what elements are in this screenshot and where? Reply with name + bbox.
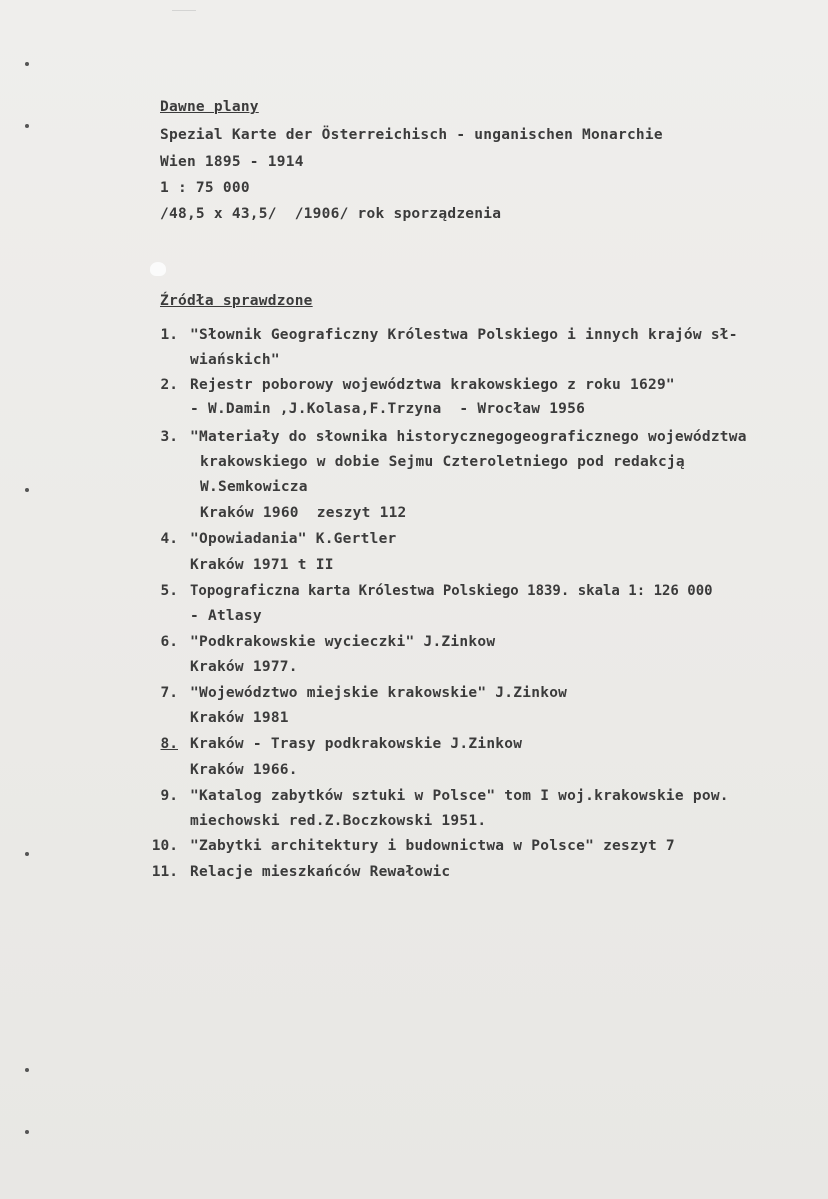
- text-line: 1 : 75 000: [160, 180, 250, 196]
- list-item-line: "Katalog zabytków sztuki w Polsce" tom I woj.krakowskie pow.: [190, 788, 729, 804]
- list-item-number: 2.: [160, 377, 178, 393]
- text-line: Spezial Karte der Österreichisch - unganischen Monarchie: [160, 127, 663, 143]
- smudge-mark: [172, 10, 196, 29]
- text-line: /48,5 x 43,5/ /1906/ rok sporządzenia: [160, 206, 502, 222]
- list-item-line: "Województwo miejskie krakowskie" J.Zinkow: [190, 685, 568, 701]
- list-item-number: 1.: [160, 327, 178, 343]
- list-item-line: wiańskich": [190, 352, 280, 368]
- list-item-number: 6.: [160, 634, 178, 650]
- punch-hole-dot: [25, 124, 29, 128]
- list-item-line: krakowskiego w dobie Sejmu Czteroletniego pod redakcją: [200, 454, 685, 470]
- punch-hole-dot: [25, 1068, 29, 1072]
- list-item-line: Kraków 1966.: [190, 762, 298, 778]
- list-item-line: Kraków 1960 zeszyt 112: [200, 505, 407, 521]
- punch-hole-dot: [25, 488, 29, 492]
- section-heading-sources: Źródła sprawdzone: [160, 293, 313, 309]
- list-item-line: Rejestr poborowy województwa krakowskiego z roku 1629": [190, 377, 675, 393]
- list-item-line: "Podkrakowskie wycieczki" J.Zinkow: [190, 634, 496, 650]
- text-line: Wien 1895 - 1914: [160, 154, 304, 170]
- list-item-number: 9.: [160, 788, 178, 804]
- list-item-number: 5.: [160, 583, 178, 599]
- list-item-number: 3.: [160, 429, 178, 445]
- list-item-line: Kraków - Trasy podkrakowskie J.Zinkow: [190, 736, 523, 752]
- list-item-number: 11.: [151, 864, 178, 880]
- list-item-line: Kraków 1981: [190, 710, 289, 726]
- punch-hole-dot: [25, 852, 29, 856]
- list-item-line: "Materiały do słownika historycznegogeograficznego województwa: [190, 429, 747, 445]
- list-item-line: "Opowiadania" K.Gertler: [190, 531, 397, 547]
- list-item-line: Relacje mieszkańców Rewałowic: [190, 864, 451, 880]
- list-item-line: - W.Damin ,J.Kolasa,F.Trzyna - Wrocław 1956: [190, 401, 586, 417]
- punch-hole-dot: [25, 1130, 29, 1134]
- correction-blot: [150, 262, 166, 276]
- list-item-line: miechowski red.Z.Boczkowski 1951.: [190, 813, 487, 829]
- list-item-number: 4.: [160, 531, 178, 547]
- punch-hole-dot: [25, 62, 29, 66]
- list-item-line: Kraków 1971 t II: [190, 557, 334, 573]
- list-item-line: "Słownik Geograficzny Królestwa Polskiego i innych krajów sł-: [190, 327, 738, 343]
- section-heading-old-plans: Dawne plany: [160, 99, 259, 115]
- list-item-number: 10.: [151, 838, 178, 854]
- list-item-number: 8.: [160, 736, 178, 752]
- list-item-line: Kraków 1977.: [190, 659, 298, 675]
- list-item-line: W.Semkowicza: [200, 479, 308, 495]
- list-item-line: - Atlasy: [190, 608, 262, 624]
- list-item-line: Topograficzna karta Królestwa Polskiego 1839. skala 1: 126 000: [190, 583, 713, 599]
- list-item-line: "Zabytki architektury i budownictwa w Polsce" zeszyt 7: [190, 838, 675, 854]
- list-item-number: 7.: [160, 685, 178, 701]
